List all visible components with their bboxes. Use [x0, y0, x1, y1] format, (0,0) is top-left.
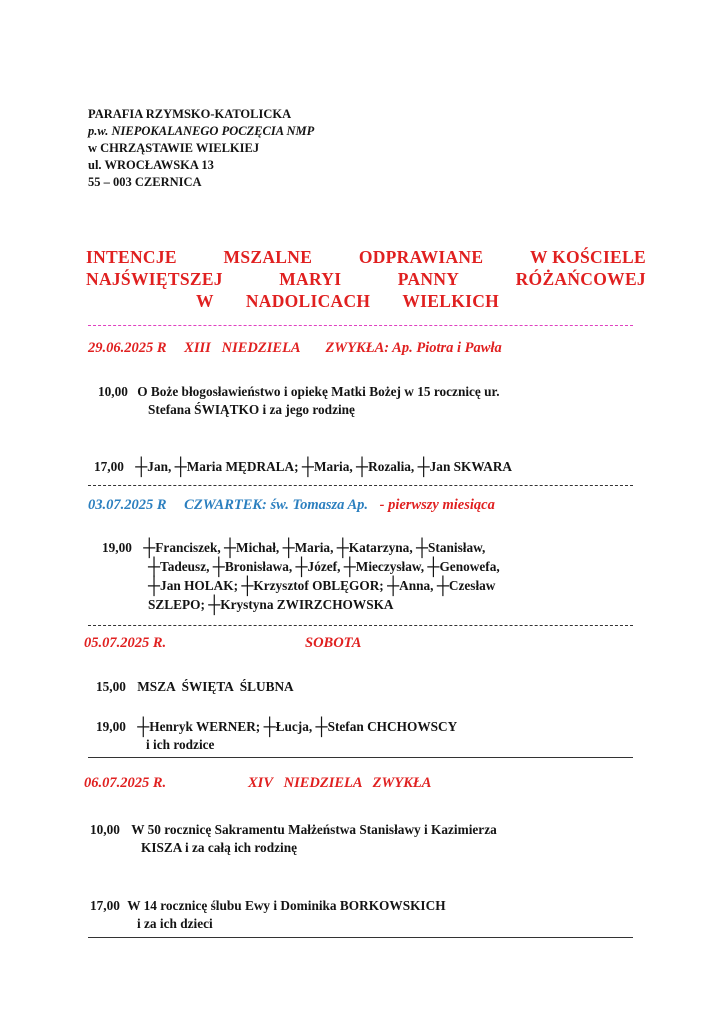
intention-text: W 50 rocznicę Sakramentu Małżeństwa Stanisławy i Kazimierza — [131, 822, 497, 837]
cross-icon: ┼ — [143, 538, 156, 557]
title-word: MSZALNE — [223, 247, 313, 267]
cross-icon: ┼ — [135, 457, 148, 476]
intention-text: W 14 rocznicę ślubu Ewy i Dominika BORKOWSKICH — [127, 898, 446, 913]
intention-name: Anna, — [399, 578, 437, 593]
section-divider — [88, 485, 633, 486]
intention-name: Henryk WERNER; — [149, 719, 264, 734]
cross-icon: ┼ — [208, 595, 221, 614]
mass-time: 15,00 — [96, 679, 126, 694]
intention-entry — [96, 717, 457, 754]
intention-entry — [90, 897, 446, 933]
title-word: ODPRAWIANE — [358, 247, 484, 267]
pink-divider — [88, 325, 633, 326]
cross-icon: ┼ — [263, 717, 276, 736]
title-word: INTENCJE — [86, 247, 177, 267]
intention-entry — [94, 457, 512, 476]
day-date: 05.07.2025 R. — [84, 635, 167, 651]
cross-icon: ┼ — [148, 557, 161, 576]
cross-icon: ┼ — [343, 557, 356, 576]
parish-postcode: 55 – 003 CZERNICA — [88, 175, 202, 189]
cross-icon: ┼ — [282, 538, 295, 557]
cross-icon: ┼ — [336, 538, 349, 557]
title-line-1 — [86, 246, 646, 268]
mass-time: 10,00 — [90, 822, 120, 837]
intention-name: Jan HOLAK; — [160, 578, 242, 593]
parish-street: ul. WROCŁAWSKA 13 — [88, 158, 214, 172]
intention-text: Stefana ŚWIĄTKO i za jego rodzinę — [148, 402, 355, 417]
day-header-3 — [84, 635, 166, 652]
parish-dedication: p.w. NIEPOKALANEGO POCZĘCIA NMP — [88, 124, 315, 138]
cross-icon: ┼ — [174, 457, 187, 476]
mass-time: 17,00 — [90, 898, 120, 913]
intention-name: Katarzyna, — [348, 540, 416, 555]
intention-name: Jan SKWARA — [429, 459, 513, 474]
intention-text: O Boże błogosławieństwo i opiekę Matki Bożej w 15 rocznicę ur. — [137, 384, 500, 399]
parish-town: w CHRZĄSTAWIE WIELKIEJ — [88, 141, 260, 155]
document-title — [86, 246, 646, 312]
intention-name: Genowefa, — [439, 559, 500, 574]
day-date: 06.07.2025 R. — [84, 775, 167, 791]
title-word: NAJŚWIĘTSZEJ — [86, 269, 223, 289]
intention-name: Rozalia, — [368, 459, 418, 474]
intention-name: Franciszek, — [155, 540, 224, 555]
day-header-4 — [84, 775, 166, 792]
cross-icon: ┼ — [415, 538, 429, 557]
intention-name: Maria MĘDRALA; — [186, 459, 302, 474]
mass-time: 19,00 — [102, 540, 132, 555]
section-divider — [88, 937, 633, 938]
intention-name: Michał, — [236, 540, 283, 555]
intention-text: MSZA ŚWIĘTA ŚLUBNA — [137, 679, 294, 694]
mass-time: 19,00 — [96, 719, 126, 734]
day-name: SOBOTA — [305, 635, 362, 651]
cross-icon: ┼ — [295, 557, 308, 576]
parish-name: PARAFIA RZYMSKO-KATOLICKA — [88, 107, 292, 121]
day-name: XIV NIEDZIELA ZWYKŁA — [248, 775, 432, 791]
intention-text: i za ich dzieci — [137, 916, 213, 931]
intention-name: Maria, — [294, 540, 337, 555]
cross-icon: ┼ — [356, 457, 369, 476]
intention-name: Stanisław, — [428, 540, 486, 555]
intention-name: Krystyna ZWIRZCHOWSKA — [220, 597, 394, 612]
intention-name: Czesław — [448, 578, 496, 593]
title-word: W KOŚCIELE — [529, 247, 646, 267]
intention-entry — [102, 538, 500, 614]
mass-time: 10,00 — [98, 384, 128, 399]
day-header-2 — [88, 497, 495, 514]
cross-icon: ┼ — [223, 538, 237, 557]
title-word: PANNY — [397, 269, 460, 289]
section-divider — [88, 757, 633, 758]
day-desc: - pierwszy miesiąca — [379, 497, 495, 513]
cross-icon: ┼ — [212, 557, 225, 576]
title-word: NADOLICACH — [245, 291, 371, 311]
section-divider — [88, 625, 633, 626]
day-date: 03.07.2025 R — [88, 497, 167, 513]
intention-name: Mieczysław, — [355, 559, 428, 574]
day-name: XIII NIEDZIELA — [184, 340, 300, 356]
intention-text: i ich rodzice — [146, 737, 215, 752]
intention-name: Krzysztof OBLĘGOR; — [253, 578, 388, 593]
cross-icon: ┼ — [148, 576, 161, 595]
title-word: MARYI — [279, 269, 342, 289]
day-desc: ZWYKŁA: Ap. Piotra i Pawła — [325, 340, 502, 356]
cross-icon: ┼ — [241, 576, 254, 595]
title-word: WIELKICH — [402, 291, 500, 311]
day-date: 29.06.2025 R — [88, 340, 167, 356]
cross-icon: ┼ — [417, 457, 430, 476]
intention-name: Jan, — [147, 459, 175, 474]
intention-entry — [96, 678, 294, 696]
cross-icon: ┼ — [387, 576, 400, 595]
cross-icon: ┼ — [301, 457, 314, 476]
intention-name: Tadeusz, — [160, 559, 213, 574]
cross-icon: ┼ — [315, 717, 328, 736]
intention-entry — [90, 821, 497, 857]
intention-name: Maria, — [313, 459, 357, 474]
title-word: W — [196, 291, 214, 311]
cross-icon: ┼ — [436, 576, 449, 595]
intention-name: Stefan CHCHOWSCY — [327, 719, 458, 734]
title-word: RÓŻAŃCOWEJ — [515, 269, 646, 289]
parish-header — [88, 106, 314, 191]
intention-name: Józef, — [307, 559, 344, 574]
mass-time: 17,00 — [94, 459, 124, 474]
title-line-3 — [86, 290, 646, 312]
day-name: CZWARTEK: św. Tomasza Ap. — [184, 497, 369, 513]
intention-text: KISZA i za całą ich rodzinę — [141, 840, 297, 855]
intention-name: SZLEPO; — [148, 597, 209, 612]
cross-icon: ┼ — [427, 557, 440, 576]
title-line-2 — [86, 268, 646, 290]
day-header-1 — [88, 340, 502, 357]
intention-entry — [98, 383, 500, 419]
intention-name: Łucja, — [275, 719, 316, 734]
intention-name: Bronisława, — [224, 559, 296, 574]
cross-icon: ┼ — [137, 717, 150, 736]
